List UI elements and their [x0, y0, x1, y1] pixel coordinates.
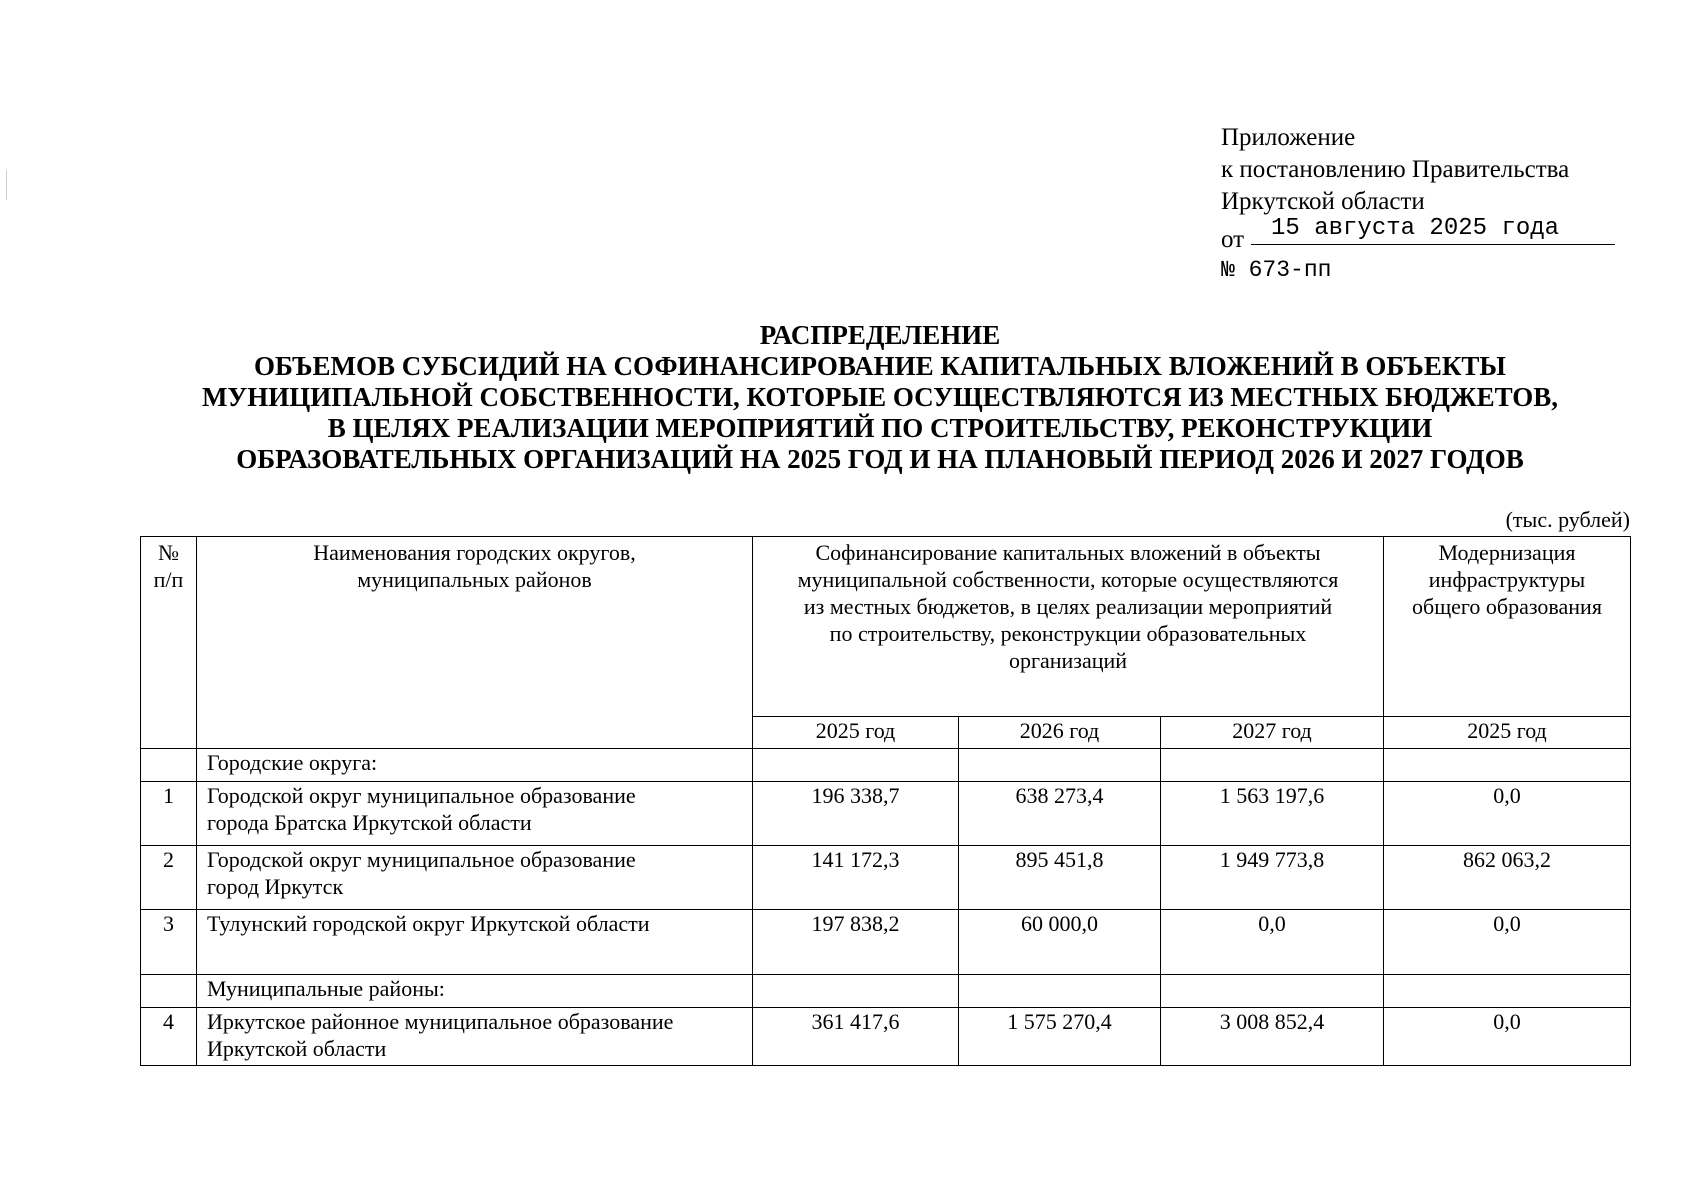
value-2026: 895 451,8	[959, 846, 1161, 910]
value-2025: 197 838,2	[753, 910, 959, 975]
header-number	[141, 537, 197, 749]
header-cofinancing-line-4: по строительству, реконструкции образовательных	[829, 621, 1307, 646]
table-row	[141, 910, 1631, 975]
value-2026: 1 575 270,4	[959, 1008, 1161, 1066]
row-number: 1	[141, 782, 197, 846]
value-modernization-2025: 862 063,2	[1384, 846, 1631, 910]
row-number: 3	[141, 910, 197, 975]
appendix-title: Приложение	[1221, 124, 1356, 151]
section-empty-cell	[1384, 975, 1631, 1008]
table-row	[141, 846, 1631, 910]
title-line-1: РАСПРЕДЕЛЕНИЕ	[759, 320, 1001, 350]
value-2025: 361 417,6	[753, 1008, 959, 1066]
value-2026: 638 273,4	[959, 782, 1161, 846]
header-modernization-line-2: инфраструктуры	[1428, 567, 1586, 592]
header-cofinancing	[753, 537, 1384, 717]
header-name	[197, 537, 753, 749]
unit-label: (тыс. рублей)	[1505, 507, 1630, 532]
table-row	[141, 1008, 1631, 1066]
value-2025: 196 338,7	[753, 782, 959, 846]
value-2027: 0,0	[1161, 910, 1384, 975]
appendix-block	[1221, 122, 1569, 286]
resolution-date: 15 августа 2025 года	[1251, 214, 1615, 245]
header-year-2027: 2027 год	[1161, 717, 1384, 749]
section-row-urban	[141, 749, 1631, 782]
row-name-line-2: города Братска Иркутской области	[207, 810, 532, 835]
resolution-number: № 673-пп	[1221, 257, 1332, 283]
row-name	[197, 910, 753, 975]
header-modernization-line-1: Модернизация	[1438, 540, 1576, 565]
section-empty-cell	[1161, 975, 1384, 1008]
appendix-region-line: Иркутской области	[1221, 188, 1425, 215]
section-row-municipal	[141, 975, 1631, 1008]
row-number: 4	[141, 1008, 197, 1066]
header-cofinancing-line-1: Софинансирование капитальных вложений в объекты	[815, 540, 1321, 565]
value-modernization-2025: 0,0	[1384, 1008, 1631, 1066]
header-number-line-1: №	[158, 540, 179, 565]
section-empty-cell	[753, 749, 959, 782]
value-modernization-2025: 0,0	[1384, 782, 1631, 846]
section-empty-cell	[959, 975, 1161, 1008]
row-name	[197, 782, 753, 846]
table-row	[141, 782, 1631, 846]
title-line-5: ОБРАЗОВАТЕЛЬНЫХ ОРГАНИЗАЦИЙ НА 2025 ГОД И НА ПЛАНОВЫЙ ПЕРИОД 2026 И 2027 ГОДОВ	[236, 444, 1524, 474]
value-2026: 60 000,0	[959, 910, 1161, 975]
header-year-2026: 2026 год	[959, 717, 1161, 749]
header-modernization-line-3: общего образования	[1412, 594, 1602, 619]
document-title	[140, 320, 1620, 475]
row-name	[197, 1008, 753, 1066]
value-2027: 1 563 197,6	[1161, 782, 1384, 846]
scan-edge-mark	[6, 170, 7, 200]
distribution-table	[140, 536, 1631, 1066]
section-label-urban: Городские округа:	[197, 749, 753, 782]
header-name-line-1: Наименования городских округов,	[313, 540, 636, 565]
value-modernization-2025: 0,0	[1384, 910, 1631, 975]
row-name	[197, 846, 753, 910]
header-cofinancing-line-5: организаций	[1008, 648, 1128, 673]
table-header-row	[141, 537, 1631, 717]
section-empty-num	[141, 749, 197, 782]
row-name-line-2: Иркутской области	[207, 1036, 387, 1061]
section-label-municipal: Муниципальные районы:	[197, 975, 753, 1008]
row-name-line-1: Тулунский городской округ Иркутской области	[207, 911, 650, 936]
section-empty-cell	[1161, 749, 1384, 782]
row-number: 2	[141, 846, 197, 910]
value-2027: 3 008 852,4	[1161, 1008, 1384, 1066]
section-empty-cell	[753, 975, 959, 1008]
row-name-line-1: Городской округ муниципальное образование	[207, 847, 636, 872]
section-empty-cell	[1384, 749, 1631, 782]
title-line-3: МУНИЦИПАЛЬНОЙ СОБСТВЕННОСТИ, КОТОРЫЕ ОСУЩЕСТВЛЯЮТСЯ ИЗ МЕСТНЫХ БЮДЖЕТОВ,	[201, 382, 1559, 412]
value-2027: 1 949 773,8	[1161, 846, 1384, 910]
section-empty-num	[141, 975, 197, 1008]
header-year-2025: 2025 год	[753, 717, 959, 749]
section-empty-cell	[959, 749, 1161, 782]
date-prefix: от	[1221, 226, 1245, 253]
appendix-resolution-line: к постановлению Правительства	[1221, 156, 1570, 183]
row-name-line-1: Иркутское районное муниципальное образование	[207, 1009, 674, 1034]
header-modernization	[1384, 537, 1631, 717]
value-2025: 141 172,3	[753, 846, 959, 910]
header-number-line-2: п/п	[153, 567, 184, 592]
appendix-date-line	[1221, 215, 1569, 253]
title-line-2: ОБЪЕМОВ СУБСИДИЙ НА СОФИНАНСИРОВАНИЕ КАПИТАЛЬНЫХ ВЛОЖЕНИЙ В ОБЪЕКТЫ	[254, 351, 1506, 381]
title-line-4: В ЦЕЛЯХ РЕАЛИЗАЦИИ МЕРОПРИЯТИЙ ПО СТРОИТЕЛЬСТВУ, РЕКОНСТРУКЦИИ	[327, 413, 1433, 443]
header-cofinancing-line-3: из местных бюджетов, в целях реализации мероприятий	[803, 594, 1333, 619]
header-cofinancing-line-2: муниципальной собственности, которые осуществляются	[797, 567, 1339, 592]
header-name-line-2: муниципальных районов	[357, 567, 592, 592]
row-name-line-1: Городской округ муниципальное образование	[207, 783, 636, 808]
row-name-line-2: город Иркутск	[207, 874, 344, 899]
header-modernization-year-2025: 2025 год	[1384, 717, 1631, 749]
